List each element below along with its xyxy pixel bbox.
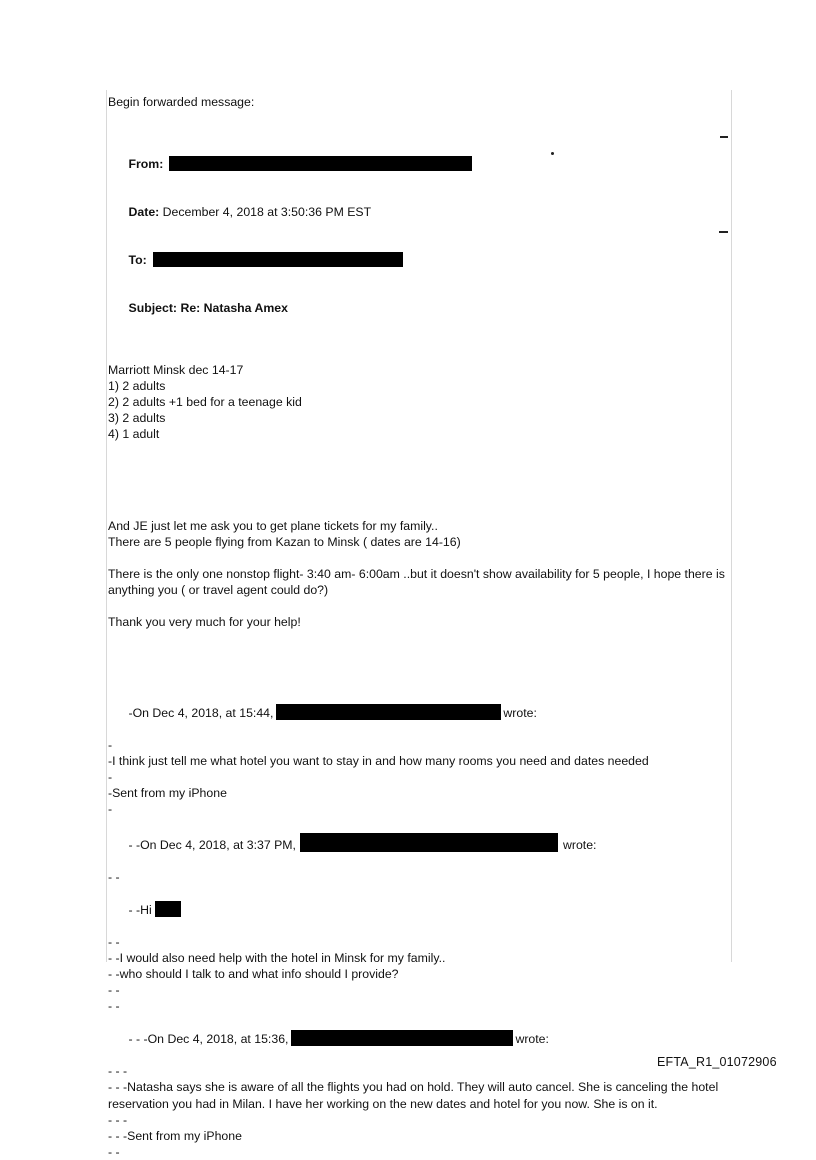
hotel-line-4: 4) 1 adult <box>108 427 160 441</box>
quote1-line-1: -Sent from my iPhone <box>108 786 227 801</box>
quote2-attribution <box>108 817 732 869</box>
to-label: To: <box>128 253 147 267</box>
paragraph-1: There are 5 people flying from Kazan to Minsk ( dates are 14-16) <box>108 535 461 549</box>
header-from-row <box>108 140 732 188</box>
quote2-line-1: - -who should I talk to and what info should I provide? <box>108 967 399 982</box>
to-redaction <box>153 252 403 267</box>
quote2-attribution-prefix: - -On Dec 4, 2018, at 3:37 PM, <box>128 838 296 853</box>
quote3-body: - - -Natasha says she is aware of all the flights you had on hold. They will auto cancel. She is canceling the hotel reservation you had in Milan. I have her working on the new dates and hotel for you now. She is on it. <box>108 1080 719 1111</box>
subject-value: Re: Natasha Amex <box>180 301 288 315</box>
header-subject-row <box>108 284 732 332</box>
quote1-dash-b: - <box>108 770 113 785</box>
quote1-line-0: -I think just tell me what hotel you want to stay in and how many rooms you need and dates needed <box>108 754 649 769</box>
from-redaction <box>169 156 472 171</box>
paragraph-0: And JE just let me ask you to get plane tickets for my family.. <box>108 519 438 533</box>
hotel-line-1: 1) 2 adults <box>108 379 166 393</box>
header-date-row <box>108 188 732 236</box>
quote3-attribution-suffix: wrote: <box>515 1032 549 1047</box>
date-label: Date: <box>128 205 160 219</box>
quote2-dash-c: - - <box>108 983 120 998</box>
quote2-line-0: - -I would also need help with the hotel in Minsk for my family.. <box>108 951 446 966</box>
quote2-dash-b: - - <box>108 935 120 950</box>
quote2-dash-a: - - <box>108 870 120 885</box>
quote3-attribution <box>108 1014 732 1063</box>
header-to-row <box>108 236 732 284</box>
quote3-sender-redaction <box>291 1030 513 1046</box>
quote3-signature: - - -Sent from my iPhone <box>108 1128 242 1143</box>
quote2-attribution-suffix: wrote: <box>562 838 597 853</box>
quote3-dash-a: - - - <box>108 1064 128 1079</box>
forwarded-message-intro: Begin forwarded message: <box>108 95 255 109</box>
quote1-attribution-prefix: -On Dec 4, 2018, at 15:44, <box>128 706 274 721</box>
paragraph-3: Thank you very much for your help! <box>108 615 301 630</box>
quote2-name-redaction <box>155 901 181 917</box>
quote3-trailing-dash: - - <box>108 1144 120 1159</box>
quote2-dash-d: - - <box>108 999 120 1014</box>
quote3-dash-b: - - - <box>108 1112 128 1127</box>
hotel-line-3: 3) 2 adults <box>108 411 166 425</box>
date-value: December 4, 2018 at 3:50:36 PM EST <box>162 205 372 219</box>
quote2-greeting <box>108 885 732 934</box>
subject-label: Subject: <box>128 301 178 315</box>
hotel-line-0: Marriott Minsk dec 14-17 <box>108 363 244 377</box>
bates-number: EFTA_R1_01072906 <box>657 1055 777 1069</box>
quote1-attribution <box>108 688 732 737</box>
quote1-dash-a: - <box>108 738 113 753</box>
quote1-dash-c: - <box>108 802 113 817</box>
quote3-attribution-prefix: - - -On Dec 4, 2018, at 15:36, <box>128 1032 289 1047</box>
email-body <box>108 94 732 1160</box>
quote2-greeting-text: - -Hi <box>128 903 152 918</box>
left-margin-rule <box>106 90 107 962</box>
paragraph-2: There is the only one nonstop flight- 3:40 am- 6:00am ..but it doesn't show availability for 5 people, I hope there is anything you ( or travel agent could do?) <box>108 567 725 598</box>
quote2-sender-redaction <box>300 833 558 852</box>
quote1-attribution-suffix: wrote: <box>503 706 537 721</box>
quote1-sender-redaction <box>276 704 501 720</box>
hotel-line-2: 2) 2 adults +1 bed for a teenage kid <box>108 395 302 409</box>
from-label: From: <box>128 157 164 171</box>
